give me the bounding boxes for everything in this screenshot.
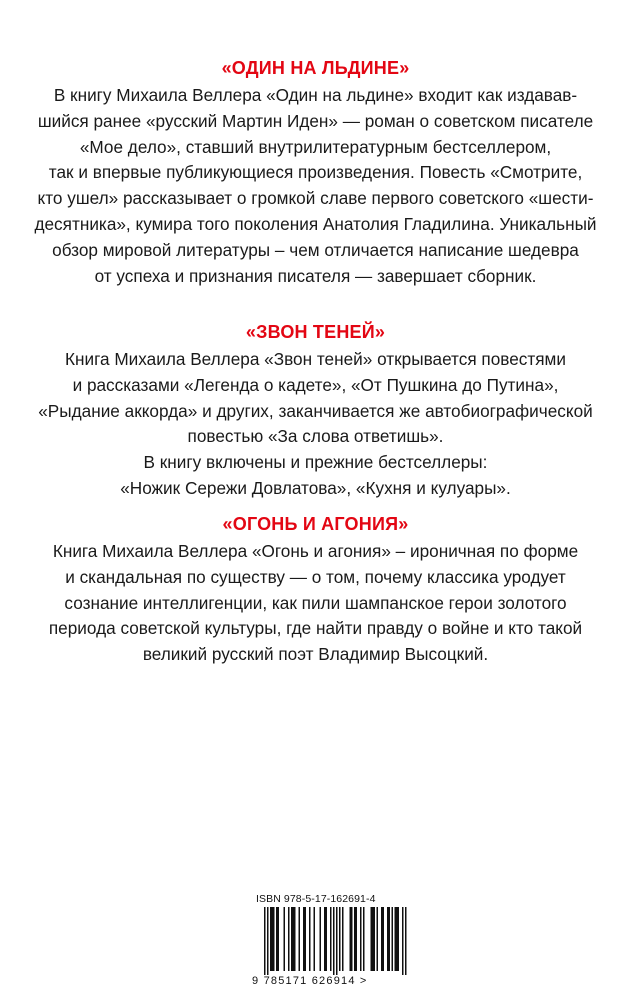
barcode-bar: [351, 907, 353, 971]
barcode-bar: [324, 907, 326, 971]
barcode-bar: [372, 907, 374, 971]
barcode-bar: [303, 907, 305, 971]
barcode-bar: [293, 907, 295, 971]
section-title: «ОДИН НА ЛЬДИНЕ»: [221, 58, 410, 78]
barcode-bar: [387, 907, 389, 971]
section-body: [0, 539, 631, 668]
isbn-barcode-block: [252, 893, 422, 988]
barcode-bar: [264, 907, 266, 975]
barcode-bar: [398, 907, 400, 971]
barcode-bar: [339, 907, 341, 971]
body-line: Книга Михаила Веллера «Огонь и агония» – ироничная по форме: [52, 541, 579, 561]
body-line: «Ножик Сережи Довлатова», «Кухня и кулуары».: [120, 477, 511, 498]
barcode-bar: [278, 907, 280, 971]
section-ogon-i-agoniya: [0, 513, 631, 668]
barcode-bar: [392, 907, 394, 971]
barcode-bar: [405, 907, 407, 975]
barcode-bar: [288, 907, 290, 971]
barcode-bar: [383, 907, 385, 971]
barcode-bar: [299, 907, 301, 971]
body-line: В книгу Михаила Веллера «Один на льдине» входит как издавав-: [53, 85, 578, 105]
barcode-bar: [374, 907, 376, 971]
barcode-digits: 9 785171 626914 >: [252, 975, 368, 987]
barcode-bar: [291, 907, 293, 971]
barcode-bar: [381, 907, 383, 971]
body-line: В книгу включены и прежние бестселлеры:: [143, 452, 488, 473]
barcode-bar: [333, 907, 335, 975]
isbn-label: ISBN 978-5-17-162691-4: [256, 893, 376, 905]
body-line: «Мое дело», ставший внутрилитературным бестселлером,: [79, 136, 552, 157]
body-line: повестью «За слова ответишь».: [187, 426, 444, 447]
section-title: «ОГОНЬ И АГОНИЯ»: [222, 514, 409, 534]
body-line: Книга Михаила Веллера «Звон теней» открывается повестями: [65, 349, 566, 369]
barcode-bar: [272, 907, 274, 971]
barcode-bar: [371, 907, 373, 971]
body-line: сознание интеллигенции, как пили шампанское герои золотого: [64, 592, 567, 613]
barcode-bar: [342, 907, 344, 971]
barcode-bar: [273, 907, 275, 971]
barcode-bar: [330, 907, 332, 971]
section-odin-na-ldine: [0, 57, 631, 289]
barcode-bar: [267, 907, 269, 975]
body-line: великий русский поэт Владимир Высоцкий.: [142, 644, 489, 665]
body-line: периода советской культуры, где найти правду о войне и кто такой: [48, 618, 583, 639]
section-body: [0, 347, 631, 502]
section-title: «ЗВОН ТЕНЕЙ»: [245, 322, 386, 342]
barcode-bar: [336, 907, 338, 975]
body-line: «Рыдание аккорда» и других, заканчивается же автобиографической: [38, 400, 593, 421]
barcode-bar: [377, 907, 379, 971]
barcode-bar: [360, 907, 362, 971]
barcode-bar: [350, 907, 352, 971]
barcode-bar: [326, 907, 328, 971]
barcode-bar: [270, 907, 272, 971]
body-line: от успеха и признания писателя — завершает сборник.: [94, 265, 537, 286]
barcode-bar: [396, 907, 398, 971]
barcode-bar: [395, 907, 397, 971]
barcode-bar: [276, 907, 278, 971]
barcode-bar: [284, 907, 286, 971]
body-line: десятника», кумира того поколения Анатолия Гладилина. Уникальный: [34, 213, 597, 234]
barcode-bar: [314, 907, 316, 971]
body-line: и скандальная по существу — о том, почему классика уродует: [65, 566, 566, 587]
barcode-bar: [356, 907, 358, 971]
body-line: обзор мировой литературы – чем отличается написание шедевра: [52, 239, 579, 260]
barcode-bar: [294, 907, 296, 971]
body-line: шийся ранее «русский Мартин Иден» — роман о советском писателе: [37, 110, 594, 131]
barcode-bar: [305, 907, 307, 971]
section-zvon-teney: [0, 321, 631, 502]
body-line: так и впервые публикующиеся произведения. Повесть «Смотрите,: [48, 162, 583, 183]
barcode-icon: [252, 907, 422, 975]
body-line: кто ушел» рассказывает о громкой славе первого советского «шести-: [37, 188, 594, 209]
barcode-bar: [402, 907, 404, 975]
barcode-bar: [309, 907, 311, 971]
barcode-bar: [389, 907, 391, 971]
barcode-bar: [363, 907, 365, 971]
body-line: и рассказами «Легенда о кадете», «От Пушкина до Путина»,: [72, 374, 559, 395]
barcode-bar: [320, 907, 322, 971]
section-body: [0, 83, 631, 289]
barcode-bar: [354, 907, 356, 971]
